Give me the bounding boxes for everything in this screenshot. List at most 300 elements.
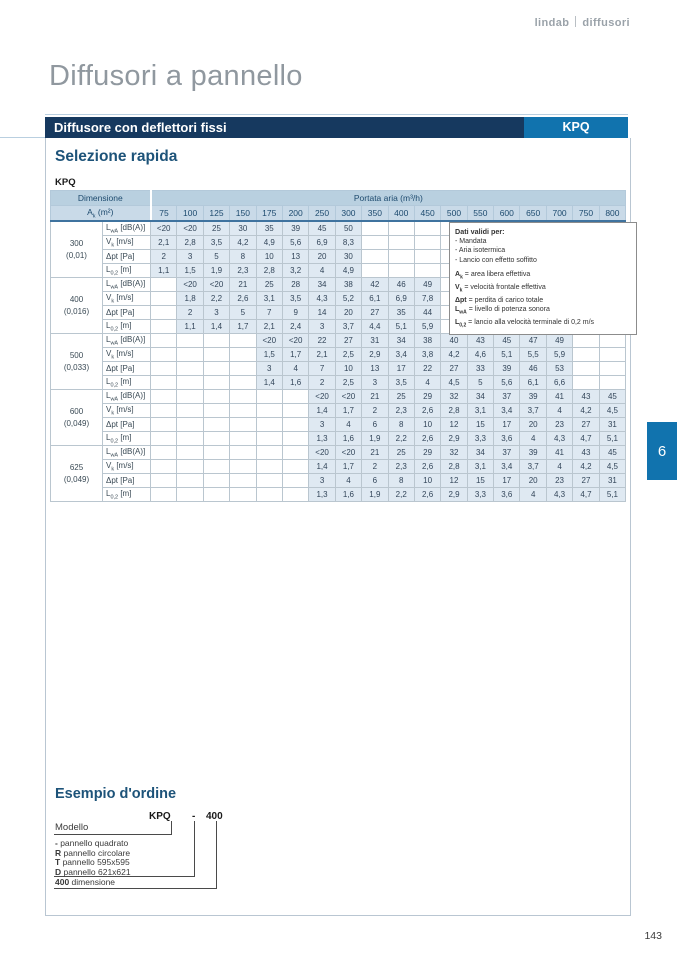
value-cell: 2,1 — [256, 320, 282, 334]
table-row — [51, 432, 626, 446]
value-cell: 27 — [335, 334, 361, 348]
order-option: R pannello circolare — [55, 847, 131, 858]
value-cell: 25 — [256, 278, 282, 292]
value-cell: <20 — [335, 446, 361, 460]
value-cell — [230, 348, 256, 362]
value-cell — [599, 376, 626, 390]
value-cell — [203, 334, 229, 348]
param-label-cell: Δpt [Pa] — [103, 250, 151, 264]
value-cell: 3 — [203, 306, 229, 320]
value-cell: 5,6 — [494, 376, 520, 390]
col-header-flow: 550 — [467, 206, 493, 222]
value-cell: 29 — [414, 390, 440, 404]
brand-right: diffusori — [582, 17, 630, 29]
col-header-flow: 75 — [151, 206, 177, 222]
note-condition: - Lancio con effetto soffitto — [455, 256, 537, 264]
value-cell: 21 — [362, 446, 388, 460]
value-cell: 2,9 — [441, 488, 467, 502]
value-cell — [151, 292, 177, 306]
value-cell: 37 — [494, 446, 520, 460]
value-cell: 2,3 — [230, 264, 256, 278]
col-header-flow: 700 — [546, 206, 572, 222]
value-cell: 3,8 — [414, 348, 440, 362]
param-label-cell: $L_{wA}$ [dB(A)] — [103, 334, 151, 348]
value-cell — [230, 460, 256, 474]
param-label-cell: $L_{0,2}$ [m] — [103, 320, 151, 334]
value-cell — [256, 432, 282, 446]
param-label-cell: $L_{wA}$ [dB(A)] — [103, 446, 151, 460]
value-cell — [414, 221, 440, 236]
col-header-flow: 500 — [441, 206, 467, 222]
value-cell: 2,6 — [414, 432, 440, 446]
col-header-flow: 150 — [230, 206, 256, 222]
value-cell: 4,4 — [362, 320, 388, 334]
value-cell: 4,5 — [599, 404, 626, 418]
value-cell: 43 — [467, 334, 493, 348]
value-cell — [414, 264, 440, 278]
value-cell — [203, 404, 229, 418]
value-cell — [282, 432, 308, 446]
value-cell: 6,1 — [520, 376, 546, 390]
value-cell: 47 — [520, 334, 546, 348]
value-cell: 5,1 — [494, 348, 520, 362]
value-cell — [151, 320, 177, 334]
value-cell — [362, 221, 388, 236]
value-cell: 2,8 — [441, 460, 467, 474]
value-cell: 20 — [309, 250, 335, 264]
value-cell: 3,4 — [388, 348, 414, 362]
value-cell: 3 — [362, 376, 388, 390]
value-cell: 8 — [388, 418, 414, 432]
value-cell: 6,9 — [309, 236, 335, 250]
value-cell: 42 — [362, 278, 388, 292]
brand-header — [535, 16, 630, 29]
value-cell: 39 — [494, 362, 520, 376]
table-row — [51, 362, 626, 376]
value-cell: 1,1 — [177, 320, 203, 334]
value-cell: 53 — [546, 362, 572, 376]
value-cell — [203, 432, 229, 446]
section-code-badge: KPQ — [524, 117, 628, 138]
value-cell: 3,6 — [494, 488, 520, 502]
note-condition: - Aria isotermica — [455, 247, 506, 254]
value-cell: 4,3 — [309, 292, 335, 306]
value-cell: 5,6 — [282, 236, 308, 250]
value-cell — [151, 446, 177, 460]
value-cell: 6 — [362, 474, 388, 488]
value-cell — [414, 236, 440, 250]
note-legend-entry: $A_k$ = area libera effettiva — [455, 271, 531, 281]
value-cell: <20 — [203, 278, 229, 292]
value-cell: 39 — [520, 446, 546, 460]
value-cell: 27 — [573, 418, 599, 432]
value-cell: 1,7 — [230, 320, 256, 334]
value-cell — [230, 474, 256, 488]
value-cell: 3,7 — [520, 460, 546, 474]
value-cell: 3,1 — [467, 460, 493, 474]
col-header-flow: 125 — [203, 206, 229, 222]
value-cell: 1,6 — [335, 432, 361, 446]
value-cell: 31 — [599, 474, 626, 488]
note-legend-entry: $L_{wA}$ = livello di potenza sonora — [455, 306, 550, 316]
value-cell — [203, 488, 229, 502]
value-cell — [177, 348, 203, 362]
value-cell: 1,9 — [203, 264, 229, 278]
value-cell — [203, 362, 229, 376]
col-header-flow: 250 — [309, 206, 335, 222]
value-cell: 1,3 — [309, 432, 335, 446]
param-label-cell: $L_{0,2}$ [m] — [103, 488, 151, 502]
value-cell — [203, 390, 229, 404]
param-label-cell: $L_{wA}$ [dB(A)] — [103, 278, 151, 292]
value-cell: 22 — [414, 362, 440, 376]
param-label-cell: Δpt [Pa] — [103, 362, 151, 376]
value-cell: 25 — [388, 390, 414, 404]
value-cell: <20 — [309, 446, 335, 460]
param-label-cell: Δpt [Pa] — [103, 418, 151, 432]
value-cell: 4 — [414, 376, 440, 390]
value-cell: 2,2 — [388, 488, 414, 502]
param-label-cell: $L_{wA}$ [dB(A)] — [103, 221, 151, 236]
value-cell: 34 — [467, 446, 493, 460]
value-cell: 3,4 — [494, 460, 520, 474]
table-row — [51, 488, 626, 502]
value-cell — [151, 376, 177, 390]
order-options-list — [55, 839, 131, 877]
value-cell — [177, 460, 203, 474]
value-cell — [282, 390, 308, 404]
value-cell: 6 — [362, 418, 388, 432]
value-cell — [599, 362, 626, 376]
value-cell — [203, 474, 229, 488]
value-cell — [256, 390, 282, 404]
order-option: D pannello 621x621 — [55, 866, 131, 877]
value-cell — [256, 404, 282, 418]
col-header-flow: 450 — [414, 206, 440, 222]
value-cell: 23 — [546, 474, 572, 488]
value-cell: 22 — [309, 334, 335, 348]
value-cell: 4,9 — [335, 264, 361, 278]
table-row — [51, 446, 626, 460]
value-cell: 1,4 — [309, 460, 335, 474]
value-cell — [256, 446, 282, 460]
value-cell: 2,9 — [362, 348, 388, 362]
value-cell: 46 — [520, 362, 546, 376]
value-cell — [177, 390, 203, 404]
value-cell: 4 — [309, 264, 335, 278]
col-header-flow: 175 — [256, 206, 282, 222]
value-cell: 5 — [467, 376, 493, 390]
section-bar — [45, 117, 628, 138]
value-cell — [151, 418, 177, 432]
value-cell: 4,6 — [467, 348, 493, 362]
value-cell: 2 — [151, 250, 177, 264]
value-cell: 23 — [546, 418, 572, 432]
value-cell: 44 — [414, 306, 440, 320]
value-cell — [151, 474, 177, 488]
dimension-cell: 400 (0,016) — [51, 278, 103, 334]
value-cell — [230, 418, 256, 432]
value-cell: 3,7 — [335, 320, 361, 334]
value-cell — [282, 474, 308, 488]
param-label-cell: $L_{0,2}$ [m] — [103, 376, 151, 390]
value-cell: 2,4 — [282, 320, 308, 334]
value-cell — [177, 488, 203, 502]
value-cell: 49 — [546, 334, 572, 348]
value-cell: 8 — [388, 474, 414, 488]
value-cell: 43 — [573, 390, 599, 404]
value-cell: 4 — [520, 488, 546, 502]
value-cell — [256, 474, 282, 488]
value-cell — [599, 348, 626, 362]
value-cell — [203, 348, 229, 362]
value-cell — [151, 404, 177, 418]
value-cell: 34 — [467, 390, 493, 404]
dimension-cell: 625 (0,049) — [51, 446, 103, 502]
value-cell: 38 — [335, 278, 361, 292]
param-label-cell: $L_{wA}$ [dB(A)] — [103, 390, 151, 404]
table-row — [51, 474, 626, 488]
value-cell: 2,3 — [388, 404, 414, 418]
value-cell: 3,3 — [467, 432, 493, 446]
value-cell — [282, 460, 308, 474]
value-cell: 2,1 — [309, 348, 335, 362]
value-cell — [151, 334, 177, 348]
value-cell: 4 — [335, 474, 361, 488]
value-cell: <20 — [177, 278, 203, 292]
value-cell: 12 — [441, 474, 467, 488]
value-cell: 38 — [414, 334, 440, 348]
value-cell — [573, 376, 599, 390]
value-cell: 4,2 — [441, 348, 467, 362]
value-cell — [177, 376, 203, 390]
value-cell: 4 — [546, 404, 572, 418]
value-cell: 2,3 — [388, 460, 414, 474]
param-label-cell: $V_k$ [m/s] — [103, 348, 151, 362]
order-size-line: 400 dimensione — [55, 877, 116, 887]
value-cell: 20 — [520, 418, 546, 432]
table-row — [51, 390, 626, 404]
value-cell: 2,1 — [151, 236, 177, 250]
value-cell — [151, 432, 177, 446]
value-cell — [599, 334, 626, 348]
value-cell: 4 — [335, 418, 361, 432]
value-cell — [414, 250, 440, 264]
section-title: Diffusore con deflettori fissi — [54, 120, 227, 135]
value-cell: 27 — [362, 306, 388, 320]
value-cell: 2,8 — [177, 236, 203, 250]
value-cell: 2,6 — [230, 292, 256, 306]
value-cell — [203, 418, 229, 432]
value-cell: 25 — [203, 221, 229, 236]
value-cell — [282, 446, 308, 460]
value-cell — [388, 221, 414, 236]
value-cell: 1,8 — [177, 292, 203, 306]
order-option: T pannello 595x595 — [55, 857, 130, 868]
value-cell: 4,9 — [256, 236, 282, 250]
value-cell: <20 — [335, 390, 361, 404]
value-cell: 2,8 — [256, 264, 282, 278]
col-header-flow: 400 — [388, 206, 414, 222]
value-cell: 17 — [494, 418, 520, 432]
param-label-cell: Δpt [Pa] — [103, 306, 151, 320]
value-cell: 39 — [282, 221, 308, 236]
value-cell: 1,9 — [362, 432, 388, 446]
value-cell: 3 — [309, 418, 335, 432]
value-cell: 5,1 — [599, 488, 626, 502]
value-cell — [282, 418, 308, 432]
value-cell — [362, 236, 388, 250]
value-cell: 39 — [520, 390, 546, 404]
value-cell: 30 — [335, 250, 361, 264]
value-cell — [177, 404, 203, 418]
value-cell — [256, 418, 282, 432]
value-cell: 2 — [362, 460, 388, 474]
value-cell — [203, 376, 229, 390]
value-cell: 5 — [230, 306, 256, 320]
value-cell: 45 — [599, 446, 626, 460]
top-accent-line — [45, 114, 628, 115]
value-cell: 35 — [256, 221, 282, 236]
value-cell — [256, 460, 282, 474]
value-cell: 1,6 — [335, 488, 361, 502]
value-cell: 3,3 — [467, 488, 493, 502]
value-cell: 29 — [414, 446, 440, 460]
value-cell: 1,3 — [309, 488, 335, 502]
value-cell — [203, 446, 229, 460]
value-cell: 2,5 — [335, 348, 361, 362]
value-cell: 4,2 — [573, 404, 599, 418]
value-cell: 25 — [388, 446, 414, 460]
value-cell: 4,3 — [546, 488, 572, 502]
value-cell — [177, 334, 203, 348]
value-cell: 1,7 — [335, 460, 361, 474]
value-cell: 1,4 — [203, 320, 229, 334]
value-cell: 9 — [282, 306, 308, 320]
order-model-label: Modello — [55, 822, 89, 833]
order-code-model: KPQ — [149, 811, 171, 822]
value-cell — [177, 362, 203, 376]
table-row — [51, 376, 626, 390]
dimension-cell: 500 (0,033) — [51, 334, 103, 390]
value-cell: 1,9 — [362, 488, 388, 502]
table-row — [51, 348, 626, 362]
value-cell: <20 — [256, 334, 282, 348]
param-label-cell: $L_{0,2}$ [m] — [103, 432, 151, 446]
value-cell: 6,9 — [388, 292, 414, 306]
param-label-cell: $V_k$ [m/s] — [103, 292, 151, 306]
value-cell — [151, 390, 177, 404]
value-cell: 41 — [546, 446, 572, 460]
selection-heading: Selezione rapida — [55, 148, 178, 165]
value-cell: 45 — [494, 334, 520, 348]
value-cell — [230, 362, 256, 376]
col-header-flow: 300 — [335, 206, 361, 222]
value-cell: 2,2 — [388, 432, 414, 446]
value-cell — [388, 250, 414, 264]
value-cell — [177, 474, 203, 488]
value-cell: 7,8 — [414, 292, 440, 306]
value-cell: 46 — [388, 278, 414, 292]
note-legend-entry: $L_{0,2}$ = lancio alla velocità terminale di 0,2 m/s — [455, 319, 595, 329]
value-cell: 45 — [599, 390, 626, 404]
note-legend — [455, 270, 631, 331]
dimension-cell: 600 (0,049) — [51, 390, 103, 446]
chapter-tab: 6 — [647, 422, 677, 480]
col-header-flow: 650 — [520, 206, 546, 222]
value-cell: 2,6 — [414, 460, 440, 474]
col-header-dimension: Dimensione — [51, 191, 151, 206]
value-cell: 10 — [256, 250, 282, 264]
value-cell — [573, 334, 599, 348]
table-row — [51, 404, 626, 418]
value-cell: 27 — [441, 362, 467, 376]
value-cell: 45 — [309, 221, 335, 236]
value-cell: 4,5 — [441, 376, 467, 390]
value-cell — [256, 488, 282, 502]
value-cell — [362, 264, 388, 278]
dimension-cell: 300 (0,01) — [51, 221, 103, 278]
value-cell — [177, 418, 203, 432]
value-cell: 3,1 — [256, 292, 282, 306]
value-cell — [388, 264, 414, 278]
value-cell — [177, 432, 203, 446]
value-cell: 5 — [203, 250, 229, 264]
value-cell: 4 — [520, 432, 546, 446]
value-cell — [203, 460, 229, 474]
value-cell — [230, 446, 256, 460]
value-cell — [573, 348, 599, 362]
value-cell: 34 — [388, 334, 414, 348]
value-cell: 5,9 — [414, 320, 440, 334]
value-cell — [151, 306, 177, 320]
col-header-flow: 750 — [573, 206, 599, 222]
value-cell: 1,7 — [335, 404, 361, 418]
value-cell: 35 — [388, 306, 414, 320]
value-cell: 2,6 — [414, 488, 440, 502]
note-conditions — [455, 237, 631, 266]
value-cell — [151, 488, 177, 502]
value-cell: 21 — [362, 390, 388, 404]
value-cell: 15 — [467, 418, 493, 432]
value-cell: 4,7 — [573, 488, 599, 502]
validity-note-box — [449, 222, 637, 335]
value-cell: 3 — [177, 250, 203, 264]
value-cell: 1,6 — [282, 376, 308, 390]
value-cell — [362, 250, 388, 264]
value-cell: 5,1 — [599, 432, 626, 446]
value-cell: 17 — [494, 474, 520, 488]
value-cell: 12 — [441, 418, 467, 432]
value-cell: 8 — [230, 250, 256, 264]
value-cell: <20 — [177, 221, 203, 236]
value-cell: 40 — [441, 334, 467, 348]
value-cell: 13 — [282, 250, 308, 264]
order-option: - pannello quadrato — [55, 838, 129, 848]
value-cell: 5,2 — [335, 292, 361, 306]
value-cell: 3,1 — [467, 404, 493, 418]
value-cell: 4,2 — [230, 236, 256, 250]
note-condition: - Mandata — [455, 237, 487, 245]
value-cell — [573, 362, 599, 376]
value-cell: 8,3 — [335, 236, 361, 250]
value-cell: 31 — [599, 418, 626, 432]
value-cell: 1,1 — [151, 264, 177, 278]
value-cell: 6,6 — [546, 376, 572, 390]
value-cell: 31 — [362, 334, 388, 348]
param-label-cell: $V_k$ [m/s] — [103, 236, 151, 250]
value-cell: 1,5 — [177, 264, 203, 278]
